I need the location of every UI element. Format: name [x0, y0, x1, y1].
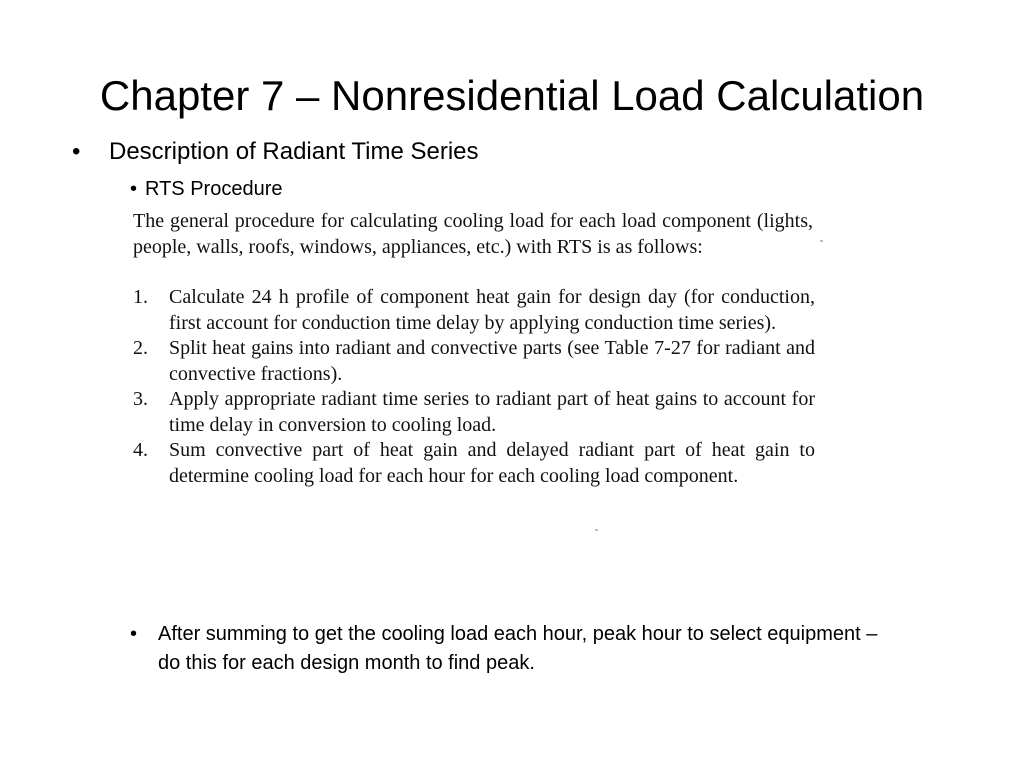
- procedure-intro: The general procedure for calculating cooling load for each load component (lights, people, walls, roofs, windows, appliances, etc.) with RTS is as follows:: [133, 210, 813, 258]
- procedure-step: [133, 285, 815, 336]
- step-number: 2.: [133, 337, 148, 359]
- procedure-steps: [133, 285, 815, 489]
- step-number: 3.: [133, 388, 148, 410]
- step-text: Sum convective part of heat gain and delayed radiant part of heat gain to determine cooling load for each hour for each cooling load component.: [169, 439, 815, 487]
- scan-artifact: [820, 240, 823, 242]
- sub-bullet-summing-peak: [130, 620, 890, 678]
- bullet-glyph: •: [130, 178, 138, 200]
- procedure-step: [133, 336, 815, 387]
- procedure-step: [133, 438, 815, 489]
- sub-bullet-text: After summing to get the cooling load each hour, peak hour to select equipment – do this for each design month to find peak.: [158, 623, 878, 674]
- scan-artifact: [595, 529, 598, 531]
- bullet-glyph: •: [72, 138, 81, 165]
- scanned-procedure-excerpt: [133, 209, 826, 614]
- step-text: Apply appropriate radiant time series to radiant part of heat gains to account for time delay in conversion to cooling load.: [169, 388, 815, 436]
- step-text: Calculate 24 h profile of component heat gain for design day (for conduction, first account for conduction time delay by applying conduction time series).: [169, 286, 815, 334]
- step-number: 4.: [133, 439, 148, 461]
- step-number: 1.: [133, 286, 148, 308]
- procedure-step: [133, 387, 815, 438]
- sub-bullet-text: RTS Procedure: [145, 178, 283, 200]
- sub-bullet-rts-procedure: [130, 176, 282, 202]
- bullet-description-rts: [72, 138, 479, 166]
- step-text: Split heat gains into radiant and convective parts (see Table 7-27 for radiant and convective fractions).: [169, 337, 815, 385]
- slide-title: Chapter 7 – Nonresidential Load Calculation: [99, 72, 925, 119]
- bullet-glyph: •: [130, 623, 138, 645]
- bullet-text: Description of Radiant Time Series: [109, 138, 479, 165]
